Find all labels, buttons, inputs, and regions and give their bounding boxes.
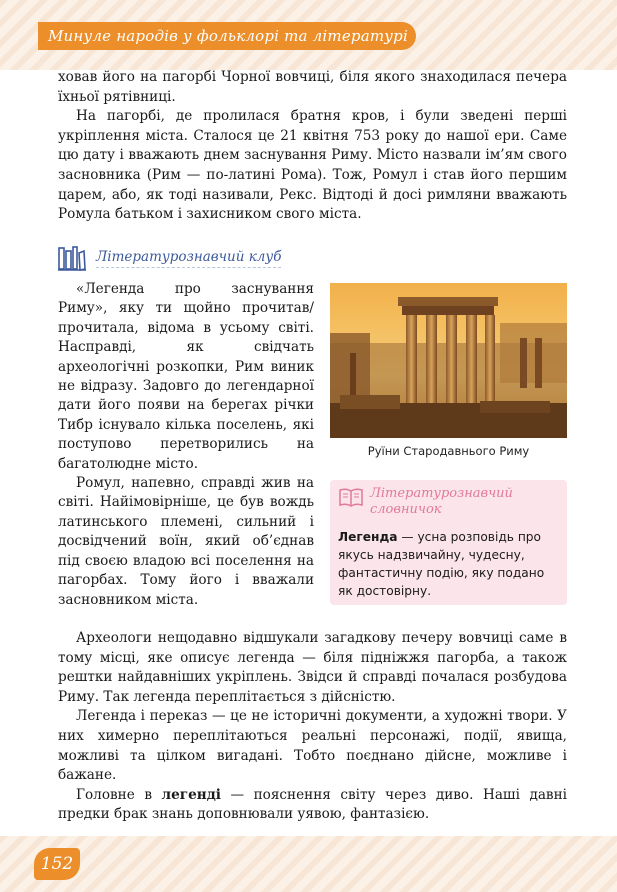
intro-paragraph-1: ховав його на пагорбі Чорної вовчиці, біля якого знаходилася печера їхньої рятівниці. — [58, 69, 567, 105]
ancient-rome-ruins-photo — [330, 283, 567, 438]
closing-paragraph-3: Головне в легенді — пояснення світу через диво. Наші давні предки брак знань доповнювали уявою, фантазією. — [58, 786, 567, 823]
photo-caption: Руїни Стародавнього Риму — [367, 444, 530, 458]
literary-club-heading — [58, 244, 281, 272]
decorative-footer-pattern — [0, 836, 617, 892]
intro-paragraph-2: На пагорбі, де пролилася братня кров, і були зведені перші укріплення міста. Сталося це 21 квітня 753 року до нашої ери. Саме цю дату і вважають днем заснування Риму. Місто назвали ім’ям свого засновника (Рим — по-латині Рома). Тож, Ромул і став його першим царем, або, як тоді називали, Рекс. Відтоді й досі римляни вважають Ромула батьком і захисником свого міста. — [58, 108, 567, 223]
chapter-title: Минуле народів у фольклорі та літературі — [48, 27, 408, 45]
chapter-banner — [38, 22, 416, 50]
glossary-term: Легенда — [338, 530, 398, 544]
club-paragraph-2: Ромул, напевно, справді жив на світі. Найімовірніше, це був вождь латинського племені, сильний і досвідчений воїн, який об’єднав під своєю владою всі поселення на пагорбах. Тому його і вважали засновником міста. — [58, 475, 314, 608]
open-book-icon — [338, 486, 364, 508]
club-paragraph-1: «Легенда про заснування Риму», яку ти щойно прочитав/прочитала, відома в усьому світі. Насправді, як свідчать археологічні розкопки, Рим виник не відразу. Задовго до легендарної дати його появи на берегах річки Тибр існувало кілька поселень, які поступово перетворились на багатолюдне місто. — [58, 281, 314, 472]
page-number: 152 — [40, 854, 74, 874]
page-number-badge — [34, 848, 80, 880]
literary-glossary-box — [330, 480, 567, 605]
glossary-definition-text: — усна розповідь про якусь надзвичайну, чудесну, фантастичну подію, яку подано як достовірну. — [338, 530, 545, 598]
books-icon — [58, 245, 86, 271]
intro-text — [58, 68, 567, 225]
glossary-definition — [338, 528, 559, 600]
legend-emphasis: легенді — [161, 786, 221, 803]
literary-club-text — [58, 280, 314, 610]
literary-club-title: Літературознавчий клуб — [96, 249, 281, 268]
glossary-title: Літературознавчий словничок — [370, 486, 513, 517]
closing-paragraph-1: Археологи нещодавно відшукали загадкову печеру вовчиці саме в тому місці, яке описує легенда — біля підніжжя пагорба, а також рештки найдавніших укріплень. Звідси й справді почалася розбудова Риму. Так легенда переплітається з дійсністю. — [58, 630, 567, 705]
closing-text — [58, 629, 567, 825]
closing-paragraph-2: Легенда і переказ — це не історичні документи, а художні твори. У них химерно переплітаються реальні персонажі, події, явища, можливі та цілком вигадані. Тобто поєднано дійсне, можливе і бажане. — [58, 708, 567, 784]
